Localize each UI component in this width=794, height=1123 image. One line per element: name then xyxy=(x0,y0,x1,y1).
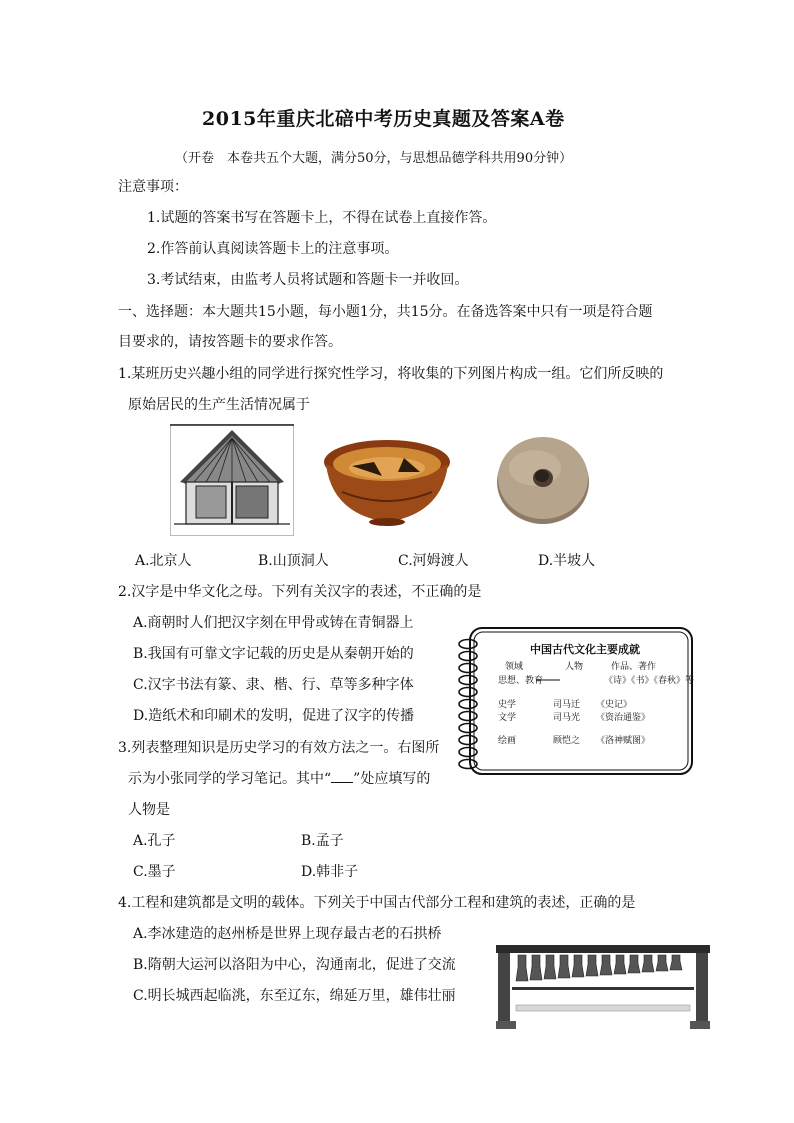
answer-blank xyxy=(331,772,353,783)
note-item: 2.作答前认真阅读答题卡上的注意事项。 xyxy=(147,241,399,257)
notes-heading: 注意事项： xyxy=(118,179,188,195)
note-item: 1.试题的答案书写在答题卡上，不得在试卷上直接作答。 xyxy=(147,210,497,226)
q1-option-d[interactable]: D.半坡人 xyxy=(538,553,596,569)
notebook-cell: 《洛神赋图》 xyxy=(596,736,651,746)
q4-option-c[interactable]: C.明长城西起临洮，东至辽东，绵延万里，雄伟壮丽 xyxy=(133,988,456,1004)
q1-option-c[interactable]: C.河姆渡人 xyxy=(398,553,469,569)
notebook-cell: 史学 xyxy=(498,700,517,710)
section-heading: 一、选择题：本大题共15小题，每小题1分，共15分。在备选答案中只有一项是符合题 xyxy=(118,304,653,320)
q1-option-a[interactable]: A.北京人 xyxy=(135,553,192,569)
question-1-stem-cont: 原始居民的生产生活情况属于 xyxy=(128,397,310,413)
notebook-cell: 《诗》《书》《春秋》等 xyxy=(604,676,695,686)
question-2-stem: 2.汉字是中华文化之母。下列有关汉字的表述，不正确的是 xyxy=(118,584,482,600)
question-3-stem-cont2: 人物是 xyxy=(128,802,170,818)
spindle-whorl-image xyxy=(495,430,591,528)
question-1-stem: 1.某班历史兴趣小组的同学进行探究性学习，将收集的下列图片构成一组。它们所反映的 xyxy=(118,366,664,382)
q3-option-a[interactable]: A.孔子 xyxy=(133,833,176,849)
question-3-stem: 3.列表整理知识是历史学习的有效方法之一。右图所 xyxy=(118,740,440,756)
notebook-cell: 顾恺之 xyxy=(553,736,581,746)
page-title: 2015年重庆北碚中考历史真题及答案A卷 xyxy=(202,108,565,130)
notebook-cell: 司马光 xyxy=(553,713,581,723)
q2-option-a[interactable]: A.商朝时人们把汉字刻在甲骨或铸在青铜器上 xyxy=(133,615,414,631)
notebook-title: 中国古代文化主要成就 xyxy=(530,643,640,656)
chime-bells-image xyxy=(496,945,710,1031)
notebook-header-works: 作品、著作 xyxy=(611,662,657,672)
notebook-cell: 《史记》 xyxy=(596,700,633,710)
painted-bowl-image xyxy=(322,436,452,528)
notebook-header-field: 领域 xyxy=(505,662,524,672)
q2-option-c[interactable]: C.汉字书法有篆、隶、楷、行、草等多种字体 xyxy=(133,677,414,693)
q2-option-b[interactable]: B.我国有可靠文字记载的历史是从秦朝开始的 xyxy=(133,646,414,662)
notebook-cell: 文学 xyxy=(498,713,517,723)
note-item: 3.考试结束，由监考人员将试题和答题卡一并收回。 xyxy=(147,272,469,288)
question-4-stem: 4.工程和建筑都是文明的载体。下列关于中国古代部分工程和建筑的表述，正确的是 xyxy=(118,895,636,911)
notebook-cell: 绘画 xyxy=(498,736,517,746)
q4-option-a[interactable]: A.李冰建造的赵州桥是世界上现存最古老的石拱桥 xyxy=(133,926,442,942)
exam-subtitle: （开卷 本卷共五个大题，满分50分，与思想品德学科共用90分钟） xyxy=(175,151,573,166)
q4-option-b[interactable]: B.隋朝大运河以洛阳为中心，沟通南北，促进了交流 xyxy=(133,957,456,973)
q1-option-b[interactable]: B.山顶洞人 xyxy=(258,553,329,569)
notebook-cell: 司马迁 xyxy=(553,700,581,710)
notebook-cell: 《资治通鉴》 xyxy=(596,713,651,723)
q2-option-d[interactable]: D.造纸术和印刷术的发明，促进了汉字的传播 xyxy=(133,708,415,724)
question-3-stem-cont: 示为小张同学的学习笔记。其中“ ”处应填写的 xyxy=(128,771,431,787)
q3-option-d[interactable]: D.韩非子 xyxy=(301,864,359,880)
section-heading-cont: 目要求的，请按答题卡的要求作答。 xyxy=(118,334,342,350)
notebook-header-person: 人物 xyxy=(565,662,584,672)
hut-illustration xyxy=(170,424,294,536)
q3-option-b[interactable]: B.孟子 xyxy=(301,833,344,849)
notebook-cell: 思想、教育 xyxy=(498,676,544,686)
q3-option-c[interactable]: C.墨子 xyxy=(133,864,176,880)
